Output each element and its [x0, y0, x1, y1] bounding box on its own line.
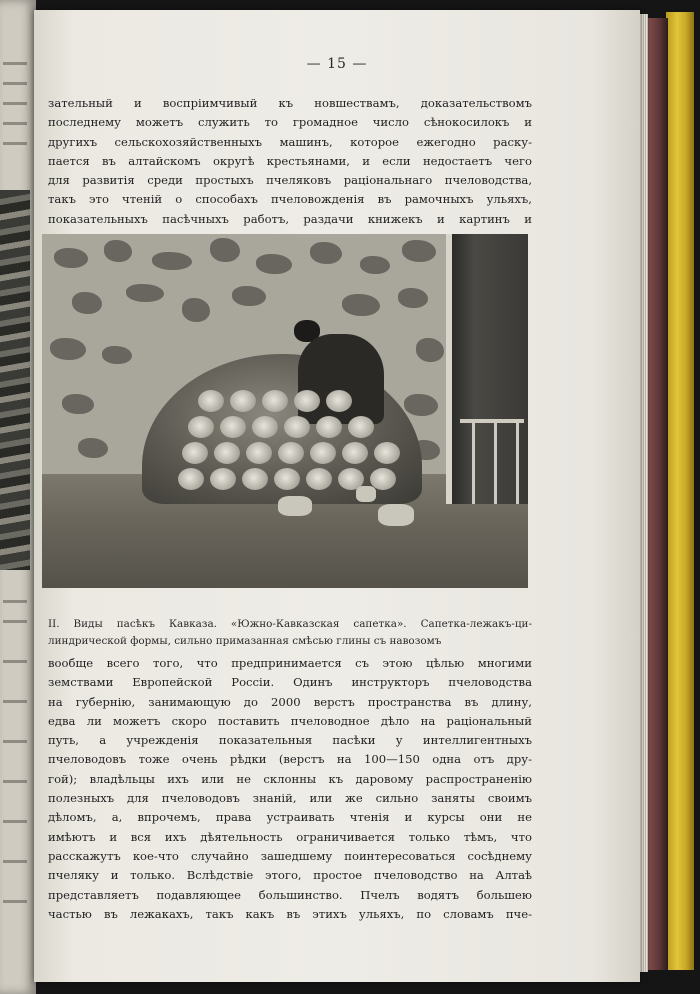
- text-line: вообще всего того, что предпринимается съ этою цѣлью многими: [48, 656, 532, 670]
- photograph-caucasian-hive: [42, 234, 528, 588]
- hive-row: [182, 442, 400, 464]
- left-page-text-fragment: [3, 122, 27, 125]
- text-block-top: [48, 94, 532, 229]
- text-line: путь, а учрежденія показательныя пасѣки у интеллигентныхъ: [48, 733, 532, 748]
- text-line: последнему можетъ служить то громадное число сѣнокосилокъ и: [48, 115, 532, 130]
- rock: [356, 486, 376, 502]
- text-line: представляетъ подавляющее большинство. Пчелъ водятъ большею: [48, 887, 532, 902]
- railing: [460, 419, 524, 423]
- figure-caption: [48, 616, 532, 650]
- caption-line: линдрической формы, сильно примазанная смѣсью глины съ навозомъ: [48, 635, 442, 647]
- text-line: для развитія среди простыхъ пчеляковъ раціональнаго пчеловодства,: [48, 173, 532, 188]
- left-page-text-fragment: [3, 660, 27, 663]
- left-page-text-fragment: [3, 142, 27, 145]
- left-page-text-fragment: [3, 82, 27, 85]
- left-page-text-fragment: [3, 820, 27, 823]
- text-line: пчеляку и только. Вслѣдствіе этого, простое пчеловодство на Алтаѣ: [48, 868, 532, 883]
- text-line: пчеловодовъ тоже очень рѣдки (верстъ на 100—150 одна отъ дру-: [48, 752, 532, 767]
- left-page-photo-fragment: [0, 190, 30, 570]
- left-page-text-fragment: [3, 102, 27, 105]
- text-line: гой); владѣльцы ихъ или не склонны къ даровому распространенію: [48, 771, 532, 786]
- railing-post: [472, 419, 475, 504]
- hive-row: [198, 390, 352, 412]
- text-line: расскажутъ кое-что случайно зашедшему поинтересоваться сосѣднему: [48, 848, 532, 863]
- left-page-text-fragment: [3, 900, 27, 903]
- text-line: едва ли можетъ скоро поставить пчеловодное дѣло на раціональный: [48, 713, 532, 728]
- text-line: зательный и воспріимчивый къ новшествамъ, доказательствомъ: [48, 96, 532, 110]
- page-number: — 15 —: [306, 56, 368, 72]
- text-line: показательныхъ пасѣчныхъ работъ, раздачи книжекъ и картинъ и: [48, 211, 532, 226]
- left-page-text-fragment: [3, 600, 27, 603]
- text-block-bottom: [48, 654, 532, 924]
- text-line: дѣломъ, а, впрочемъ, права устраивать чтенія и курсы они не: [48, 810, 532, 825]
- text-line: частью въ лежакахъ, такъ какъ въ этихъ ульяхъ, по словамъ пче-: [48, 906, 532, 921]
- book-gilt-edge: [666, 12, 694, 970]
- text-line: имѣютъ и вся ихъ дѣятельность ограничивается только тѣмъ, что: [48, 829, 532, 844]
- text-line: земствами Европейской Россіи. Одинъ инструкторъ пчеловодства: [48, 675, 532, 690]
- rock: [278, 496, 312, 516]
- book-page: [34, 10, 640, 982]
- hive-row: [188, 416, 374, 438]
- railing-post: [516, 419, 519, 504]
- rock: [378, 504, 414, 526]
- left-page-text-fragment: [3, 700, 27, 703]
- railing-post: [494, 419, 497, 504]
- text-line: такъ это чтеній о способахъ пчеловожденія въ рамочныхъ ульяхъ,: [48, 192, 532, 207]
- left-page-text-fragment: [3, 620, 27, 623]
- text-line: другихъ сельскохозяйственныхъ машинъ, которое ежегодно раску-: [48, 134, 532, 149]
- text-line: пается въ алтайскомъ округѣ крестьянами, и если недостаетъ чего: [48, 153, 532, 168]
- left-page-text-fragment: [3, 860, 27, 863]
- left-page-text-fragment: [3, 62, 27, 65]
- left-page-text-fragment: [3, 740, 27, 743]
- left-page-text-fragment: [3, 780, 27, 783]
- left-facing-page: [0, 0, 36, 994]
- text-line: полезныхъ для пчеловодовъ знаній, или же сильно заняты своимъ: [48, 791, 532, 806]
- caption-line: II. Виды пасѣкъ Кавказа. «Южно-Кавказская сапетка». Сапетка-лежакъ-ци-: [48, 618, 532, 630]
- text-line: на губернію, занимающую до 2000 верстъ пространства въ длину,: [48, 694, 532, 709]
